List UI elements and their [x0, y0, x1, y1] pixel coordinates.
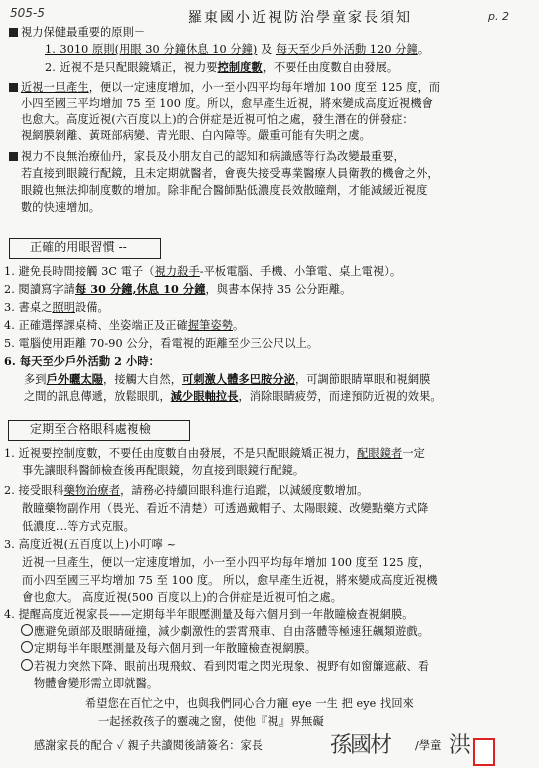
clinic-3-line1: 3. 高度近視(五百度以上)小叮嚀 ~ [4, 538, 177, 551]
habit-6-d2-a: 之間的訊息傳遞，放鬆眼肌， [24, 390, 171, 403]
square-bullet-icon [9, 83, 18, 92]
clinic-2-l1-a: 2. 接受眼科 [4, 484, 64, 497]
handwritten-mark: 505-5 [10, 6, 45, 20]
clinic-4-sub-3-line2: 物體會變形需立即就醫。 [34, 677, 159, 690]
principle-2-part2: 控制度數 [217, 60, 263, 74]
habit-2 [4, 282, 351, 297]
clinic-3-line3: 而小四至國三平均增加 75 至 100 度。 所以，愈早產生近視，將來變成高度近視機 [22, 574, 438, 587]
habit-4-a: 4. 正確選擇課桌椅、坐姿端正及正確 [4, 319, 188, 332]
habit-1-c: -平板電腦、手機、小筆電、桌上電視）。 [199, 265, 402, 278]
bullet1-line1-b: ，便以一定速度增加，小一至小四平均每年增加 100 度至 125 度，而 [88, 81, 441, 94]
student-label: /學童 [415, 739, 442, 752]
habit-1 [4, 264, 401, 279]
student-signature: 洪 [449, 733, 470, 758]
clinic-1-l1-b: 配眼鏡者 [357, 447, 403, 460]
closing-line1: 希望您在百忙之中，也與我們同心合力寵 eye 一生 把 eye 找回來 [85, 697, 414, 710]
clinic-4-sub-2 [20, 641, 316, 656]
habit-6-d1-e: ，可調節眼睛單眼和視網膜 [294, 373, 431, 386]
principle-1-part2: 及 [261, 43, 273, 56]
bullet1-line1 [9, 80, 440, 95]
clinic-3-line4: 會也愈大。 高度近視(500 百度以上)的合併症是近視可怕之處。 [22, 591, 343, 604]
habit-3-c: 設備。 [74, 301, 109, 314]
clinic-4-sub-3 [20, 659, 429, 674]
habit-6: 6. 每天至少戶外活動 2 小時： [4, 354, 160, 368]
principle-2 [45, 60, 398, 75]
clinic-2-line1 [4, 483, 368, 498]
principles-heading-text: 視力保健最重要的原則－ [21, 26, 146, 39]
principle-1-part3: 每天至少戶外活動 120 分鐘 [275, 43, 418, 56]
habit-6-d1-d: 可刺激人體多巴胺分泌 [182, 372, 295, 386]
bullet2-line3: 眼鏡也無法抑制度數的增加。除非配合醫師點低濃度長效散瞳劑，才能減緩近視度 [21, 184, 428, 197]
clinic-1-line1 [4, 446, 425, 461]
clinic-4-sub-1-text: 應避免頭部及眼睛碰撞，減少劇激性的雲霄飛車、自由落體等極速狂飆類遊戲。 [34, 625, 430, 638]
clinic-4-sub-1 [20, 624, 429, 639]
square-bullet-icon [9, 28, 18, 37]
square-bullet-icon [9, 152, 18, 161]
closing-line2: 一起拯救孩子的靈魂之窗，使他『視』界無礙 [98, 715, 324, 728]
bullet2-line1-text: 視力不良無治療仙丹，家長及小朋友自己的認知和病識感等行為改變最重要， [21, 150, 405, 163]
habit-4-c: 。 [233, 319, 245, 332]
page-title: 羅東國小近視防治學童家長須知 [188, 10, 412, 26]
clinic-4-line1: 4. 提醒高度近視家長——定期每半年眼壓測量及每六個月到一年散瞳檢查視網膜。 [4, 608, 414, 621]
clinic-4-sub-2-text: 定期每半年眼壓測量及每六個月到一年散瞳檢查視網膜。 [34, 642, 317, 655]
principle-2-part3: ，不要任由度數自由發展。 [262, 61, 399, 74]
habit-6-d1-b: 戶外曬太陽 [46, 372, 104, 386]
clinic-heading: 定期至合格眼科處複檢 [30, 422, 152, 436]
habit-2-c: ，與書本保持 35 公分距離。 [205, 283, 352, 296]
bullet1-line1-a: 近視一旦產生 [21, 81, 89, 94]
page-number: p. 2 [488, 10, 509, 23]
habits-heading: 正確的用眼習慣 -- [30, 240, 127, 254]
clinic-2-l1-b: 藥物治療者 [63, 484, 121, 497]
habit-3-b: 照明 [52, 301, 75, 314]
habit-6-d1-a: 多到 [24, 373, 47, 386]
principle-1-end: 。 [417, 43, 430, 56]
principle-1 [45, 42, 429, 57]
habit-1-a: 1. 避免長時間接觸 3C 電子（ [4, 265, 155, 278]
clinic-4-sub-3-text: 若視力突然下降、眼前出現飛蚊、看到閃電之閃光現象、視野有如窗簾遮蔽、看 [34, 660, 430, 673]
circle-bullet-icon [21, 641, 33, 653]
habit-2-a: 2. 閱讀寫字請 [4, 283, 75, 296]
clinic-1-l1-a: 1. 近視要控制度數，不要任由度數自由發展，不是只配眼鏡矯正視力， [4, 447, 358, 460]
clinic-2-l1-c: ，請務必持續回眼科進行追蹤，以減緩度數增加。 [120, 484, 369, 497]
bullet2-line2: 若直接到眼鏡行配鏡，且未定期就醫者，會喪失接受專業醫療人員衛教的機會之外， [21, 167, 439, 180]
closing-thanks: 感謝家長的配合 ✓ 親子共讀閱後請簽名：家長 [34, 739, 264, 752]
habit-6-d2-c: ，消除眼睛疲勞，而達預防近視的效果。 [238, 390, 442, 403]
habit-4 [4, 318, 244, 333]
clinic-1-line2: 事先讓眼科醫師檢查後再配眼鏡，勿直接到眼鏡行配鏡。 [22, 464, 305, 477]
parent-signature: 孫國材 [330, 733, 391, 758]
principle-2-part1: 2. 近視不是只配眼鏡矯正，視力要 [45, 61, 218, 74]
circle-bullet-icon [21, 624, 33, 636]
clinic-2-line3: 低濃度…等方式克服。 [22, 520, 135, 533]
principle-1-part1: 1. 3010 原則(用眼 30 分鐘休息 10 分鐘) [45, 43, 258, 56]
habit-6-detail-2 [24, 389, 442, 404]
habit-1-b: 視力殺手 [154, 265, 200, 278]
clinic-3-line2: 近視一旦產生，便以一定速度增加，小一至小四平均每年增加 100 度至 125 度， [22, 556, 430, 569]
habit-6-d1-c: ，接觸大自然， [103, 373, 183, 386]
bullet1-line2: 小四至國三平均增加 75 至 100 度。所以，愈早產生近視，將來變成高度近視機會 [21, 97, 433, 110]
circle-bullet-icon [21, 659, 33, 671]
habit-2-b: 每 30 分鐘,休息 10 分鐘 [74, 282, 206, 296]
clinic-2-line2: 散瞳藥物副作用（畏光、看近不清楚）可透過戴帽子、太陽眼鏡、改變點藥方式降 [22, 502, 429, 515]
bullet1-line4: 視網膜剝離、黃斑部病變、青光眼、白內障等。嚴重可能有失明之虞。 [21, 129, 371, 142]
bullet2-line4: 數的快速增加。 [21, 201, 101, 214]
habit-3-a: 3. 書桌之 [4, 301, 53, 314]
redaction-box [473, 738, 495, 766]
bullet2-line1 [9, 149, 405, 164]
clinic-1-l1-c: 一定 [402, 447, 425, 460]
habit-6-detail-1 [24, 372, 430, 387]
bullet1-line3: 也愈大。高度近視(六百度以上)的合併症是近視可怕之處，發生潛在的併發症： [21, 113, 414, 126]
principles-heading [9, 25, 145, 40]
habit-4-b: 握筆姿勢 [187, 319, 233, 332]
habit-5: 5. 電腦使用距離 70-90 公分，看電視的距離至少三公尺以上。 [4, 337, 319, 350]
habit-6-d2-b: 減少眼軸拉長 [170, 389, 239, 403]
habit-3 [4, 300, 109, 315]
